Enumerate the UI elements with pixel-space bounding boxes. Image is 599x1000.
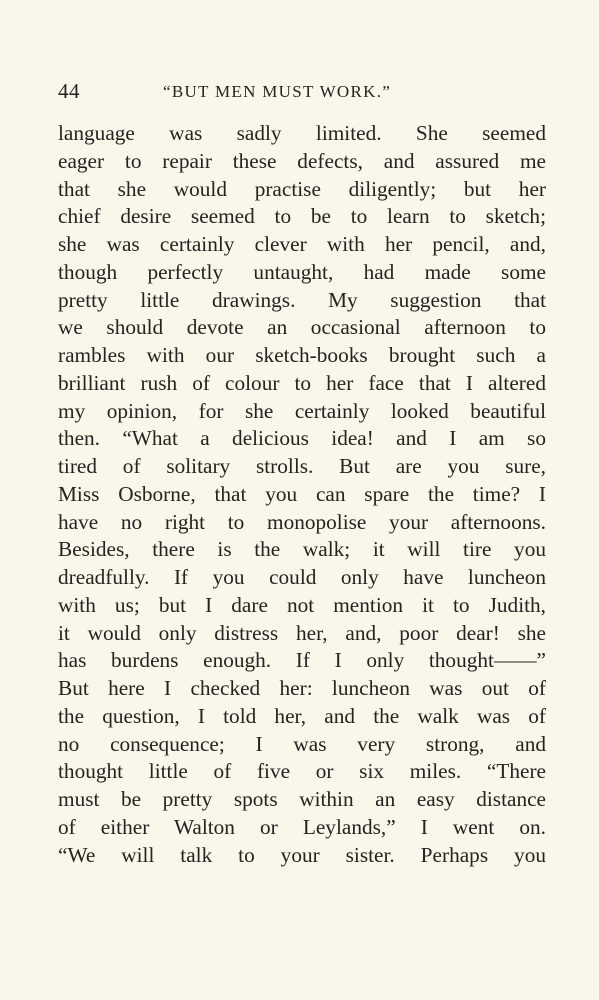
text-line: that she would practise diligently; but her (58, 176, 546, 201)
text-line: language was sadly limited. She seemed (58, 121, 546, 145)
text-line: chief desire seemed to be to learn to sketch; (58, 204, 546, 229)
text-line: must be pretty spots within an easy distance (58, 787, 546, 811)
text-line: thought little of five or six miles. “There (58, 759, 546, 784)
text-line: we should devote an occasional afternoon to (58, 315, 546, 340)
text-line: Miss Osborne, that you can spare the time? I (58, 481, 546, 506)
text-line: no consequence; I was very strong, and (58, 731, 546, 756)
text-line: pretty little drawings. My suggestion that (58, 287, 546, 312)
text-line: But here I checked her: luncheon was out of (58, 676, 546, 700)
body-text (58, 120, 546, 869)
running-head (58, 78, 546, 104)
text-line: Besides, there is the walk; it will tire you (58, 537, 546, 562)
text-line: though perfectly untaught, had made some (58, 259, 546, 284)
text-line: have no right to monopolise your afternoons. (58, 509, 546, 534)
running-title: “BUT MEN MUST WORK.” (163, 82, 392, 101)
text-line: she was certainly clever with her pencil, and, (58, 232, 546, 256)
text-line: rambles with our sketch-books brought such a (58, 343, 546, 367)
text-line: dreadfully. If you could only have luncheon (58, 565, 546, 589)
text-line: tired of solitary strolls. But are you sure, (58, 454, 546, 478)
text-line: “We will talk to your sister. Perhaps you (58, 842, 546, 867)
text-line: the question, I told her, and the walk was of (58, 703, 546, 728)
text-line: of either Walton or Leylands,” I went on. (58, 814, 546, 839)
text-line: brilliant rush of colour to her face that I altered (58, 370, 546, 395)
page-number: 44 (58, 79, 80, 103)
text-line: eager to repair these defects, and assured me (58, 148, 546, 173)
text-line: it would only distress her, and, poor dear! she (58, 620, 546, 645)
text-line: has burdens enough. If I only thought——” (58, 648, 546, 673)
text-line: my opinion, for she certainly looked beautiful (58, 398, 546, 423)
text-line: then. “What a delicious idea! and I am so (58, 426, 546, 451)
text-line: with us; but I dare not mention it to Judith, (58, 592, 546, 617)
